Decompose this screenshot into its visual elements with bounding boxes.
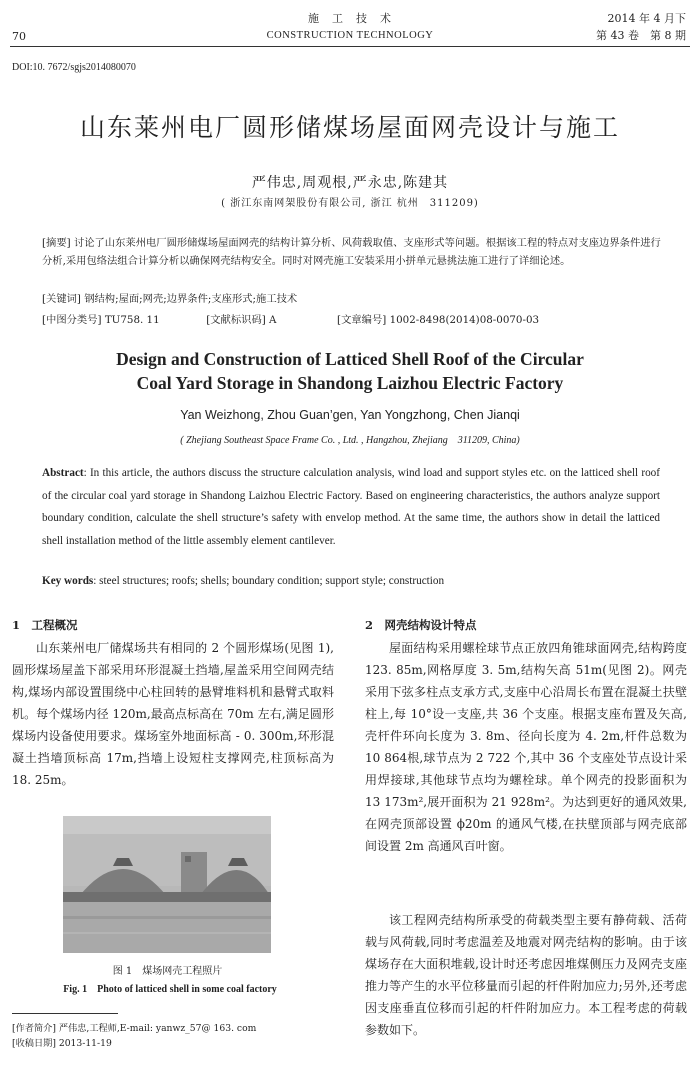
abstract-en: [42, 462, 660, 552]
title-cn: 山东莱州电厂圆形储煤场屋面网壳设计与施工: [79, 113, 620, 142]
section2-paragraph-2: 该工程网壳结构所承受的荷载类型主要有静荷载、活荷载与风荷载,同时考虑温差及地震对网壳结构的影响。由于该煤场存在大面积堆载,设计时还考虑因堆煤侧压力及网壳支座推力等产生的水平位移量而引起的杆件附加应力;另外,还考虑因支座垂直位移而引起的杆件附加应力。本工程考虑的荷载参数如下。: [365, 913, 687, 1037]
title-en-line1: Design and Construction of Latticed Shell Roof of the Circular: [116, 349, 584, 369]
section1-heading: 1 工程概况: [12, 618, 78, 632]
section1-paragraph: 山东莱州电厂储煤场共有相同的 2 个圆形煤场(见图 1),圆形煤场屋盖下部采用环形混凝土挡墙,屋盖采用空间网壳结构,煤场内部设置围绕中心柱回转的悬臂堆料机和悬臂式取料机。每个煤场内径 120m,最高点标高在 70m 左右,满足圆形煤场内设备使用要求。煤场室外地面标高 - 0. 300m,环形混凝土挡墙顶标高 17m,挡墙上设短柱支撑网壳,柱顶标高为 18. 25m。: [12, 641, 334, 787]
affiliation-cn: ( 浙江东南网架股份有限公司, 浙江 杭州 311209): [221, 198, 479, 209]
authors-en: Yan Weizhong, Zhou Guan’gen, Yan Yongzhong, Chen Jianqi: [180, 408, 520, 422]
issue-volume: 第 43 卷 第 8 期: [596, 29, 686, 42]
figure1-caption-cn: 图 1 煤场网壳工程照片: [112, 966, 223, 977]
issue-info: [596, 10, 686, 44]
abstract-cn-text: 讨论了山东莱州电厂圆形储煤场屋面网壳的结构计算分析、风荷载取值、支座形式等问题。根据该工程的特点对支座边界条件进行分析,采用包络法组合计算分析以确保网壳结构安全。同时对网壳施工安装采用小拼单元悬挑法施工进行了详细论述。: [42, 237, 661, 267]
keywords-cn-label: [关键词]: [42, 293, 81, 305]
keywords-en: [42, 575, 660, 587]
title-en: [0, 347, 700, 395]
article-number-label: [文章编号]: [337, 314, 387, 326]
doc-code-label: [文献标识码]: [206, 314, 266, 326]
footnote-author-text: 严伟忠,工程师,E-mail: yanwz_57@ 163. com: [58, 1023, 257, 1034]
doi: DOI:10. 7672/sgjs2014080070: [12, 62, 136, 73]
authors-cn: 严伟忠,周观根,严永忠,陈建其: [251, 175, 449, 191]
footnote-author: [12, 1020, 256, 1034]
journal-name-en: CONSTRUCTION TECHNOLOGY: [266, 30, 434, 41]
coal-yard-photo-illustration: [63, 816, 271, 953]
keywords-cn-text: 钢结构;屋面;网壳;边界条件;支座形式;施工技术: [84, 293, 298, 305]
footnote-rule: [12, 1013, 118, 1014]
section2-paragraph-1: 屋面结构采用螺栓球节点正放四角锥球面网壳,结构跨度 123. 85m,网格厚度 3. 5m,结构矢高 51m(见图 2)。网壳采用下弦多柱点支承方式,支座中心沿周长布置在混凝土扶壁柱上,每 10°设一支座,共 36 个支座。根据支座布置及矢高,壳杆件环向长度为 3. 8m、径向长度为 4. 2m,杆件总数为 10 864根,球节点为 2 722 个,其中 36 个支座处节点设计采用焊接球,其他球节点均为螺栓球。单个网壳的投影面积为 13 173m²,展开面积为 21 928m²。为达到更好的通风效果,在网壳顶部设置 ϕ20m 的通风气楼,在扶壁顶部与网壳底部间设置 2m 高通风百叶窗。: [365, 641, 687, 853]
journal-name-cn: 施 工 技 术: [308, 12, 392, 25]
doc-code-value: A: [269, 314, 277, 326]
clc-label: [中图分类号]: [42, 314, 102, 326]
keywords-en-text: : steel structures; roofs; shells; boundary condition; support style; construction: [93, 575, 445, 587]
classification-line: [42, 312, 662, 330]
abstract-cn-label: [摘要]: [42, 237, 71, 249]
clc-value: TU758. 11: [104, 314, 160, 326]
article-number-value: 1002-8498(2014)08-0070-03: [389, 314, 540, 326]
footnote-received: [12, 1035, 112, 1049]
title-en-line2: Coal Yard Storage in Shandong Laizhou Electric Factory: [136, 373, 564, 393]
footnote-received-text: 2013-11-19: [58, 1038, 112, 1049]
journal-header: [0, 10, 700, 44]
keywords-en-label: Key words: [42, 575, 94, 587]
section2-heading: 2 网壳结构设计特点: [365, 618, 477, 632]
footnote-author-label: [作者简介]: [12, 1023, 56, 1034]
affiliation-en: ( Zhejiang Southeast Space Frame Co. , Ltd. , Hangzhou, Zhejiang 311209, China): [180, 435, 520, 446]
figure1-photo: [63, 816, 271, 953]
header-rule: [10, 46, 690, 47]
abstract-en-label: Abstract: [42, 467, 84, 479]
keywords-cn: [42, 291, 662, 309]
abstract-cn: [42, 235, 662, 270]
issue-date: 2014 年 4 月下: [607, 12, 686, 25]
footnote-received-label: [收稿日期]: [12, 1038, 56, 1049]
abstract-en-text: : In this article, the authors discuss the structure calculation analysis, wind load and support styles etc. on the latticed shell roof of the circular coal yard storage in Shandong Laizhou Electric Factory. Based on engineering characteristics, the authors analyze support boundary condition, calculate the shell structure’s safety with envelop method. At the same time, the authors show in detail the latticed shell installation method of the little assembly element cantilever.: [42, 467, 660, 547]
page-number: 70: [12, 30, 26, 43]
figure1-caption-en: Fig. 1 Photo of latticed shell in some coal factory: [63, 984, 277, 995]
